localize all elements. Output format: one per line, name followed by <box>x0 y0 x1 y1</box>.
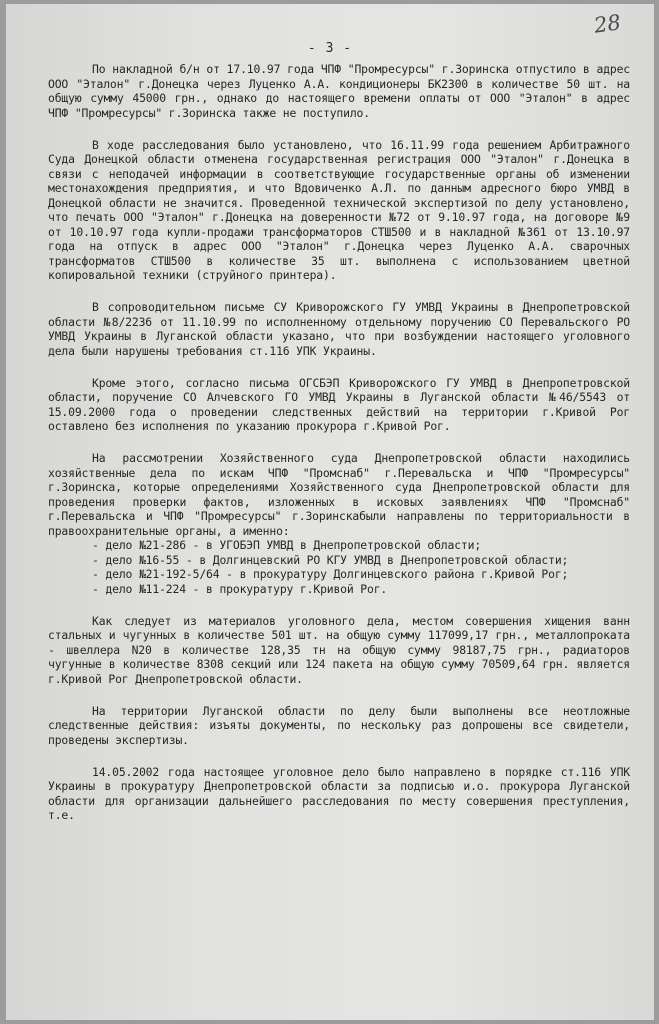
case-list <box>48 538 630 596</box>
document-page <box>6 4 654 1020</box>
paragraph: По накладной б/н от 17.10.97 года ЧПФ "Промресурсы" г.Зоринска отпустило в адрес ООО "Эталон" г.Донецка через Луценко А.А. кондиционеры БК2300 в количестве 50 шт. на общую сумму 45000 грн., однако до настоящего времени оплаты от ООО "Эталон" в адрес ЧПФ "Промресурсы" г.Зоринска также не поступило. <box>48 62 630 120</box>
paragraph: На территории Луганской области по делу были выполнены все неотложные следственные действия: изъяты документы, по нескольку раз допрошены все свидетели, проведены экспертизы. <box>48 703 630 747</box>
paragraph: На рассмотрении Хозяйственного суда Днепропетровской области находились хозяйственные дела по искам ЧПФ "Промснаб" г.Перевальска и ЧПФ "Промресурсы" г.Зоринска, которые определениями Хозяйственного суда Днепропетровской области для проведения проверки фактов, изложенных в исковых заявлениях ЧПФ "Промснаб" г.Перевальска и ЧПФ "Промресурсы" г.Зоринскабыли направлены по территориальности в правоохранительные органы, а именно: <box>48 451 630 538</box>
list-item: - дело №11-224 - в прокуратуру г.Кривой Рог. <box>92 581 388 596</box>
list-item: - дело №16-55 - в Долгинцевский РО КГУ УМВД в Днепропетровской области; <box>92 552 569 567</box>
paragraph: Кроме этого, согласно письма ОГСБЭП Криворожского ГУ УМВД в Днепропетровской области, поручение СО Алчевского ГО УМВД Украины в Луганской области №46/5543 от 15.09.2000 года о проведении следственных действий на территории г.Кривой Рог оставлено без исполнения по указанию прокурора г.Кривой Рог. <box>48 375 630 433</box>
list-item: - дело №21-192-5/64 - в прокуратуру Долгинцевского района г.Кривой Рог; <box>92 567 569 581</box>
paragraph: Как следует из материалов уголовного дела, местом совершения хищения ванн стальных и чугунных в количестве 501 шт. на общую сумму 117099,17 грн., металлопроката - швеллера N20 в количестве 128,35 тн на общую сумму 98187,75 грн., радиаторов чугунные в количестве 8308 секций или 124 пакета на общую сумму 70509,64 грн. является г.Кривой Рог Днепропетровской области. <box>48 613 630 686</box>
page-number: - 3 - <box>307 41 353 56</box>
list-item: - дело №21-286 - в УГОБЭП УМВД в Днепропетровской области; <box>92 538 482 552</box>
document-body <box>48 62 630 840</box>
paragraph: В ходе расследования было установлено, что 16.11.99 года решением Арбитражного Суда Донецкой области отменена государственная регистрация ООО "Эталон" г.Донецка в связи с неподачей информации в соответствующие государственные органы об изменении местонахождения предприятия, и что Вдовиченко А.Л. по данным адресного бюро УМВД в Донецкой области не значится. Проведенной технической экспертизой по делу установлено, что печать ООО "Эталон" г.Донецка на доверенности №72 от 9.10.97 года, на договоре №9 от 10.10.97 года купли-продажи трансформаторов СТШ500 и в накладной №361 от 13.10.97 года на отпуск в адрес ООО "Эталон" г.Донецка через Луценко А.А. сварочных трансформатов СТШ500 в количестве 35 шт. выполнена с использованием цветной копировальной техники (струйного принтера). <box>48 137 630 282</box>
paragraph: В сопроводительном письме СУ Криворожского ГУ УМВД Украины в Днепропетровской области №8/2236 от 11.10.99 по исполненному отдельному поручению СО Перевальского РО УМВД Украины в Луганской области указано, что при возбуждении настоящего уголовного дела были нарушены требования ст.116 УПК Украины. <box>48 300 630 358</box>
handwritten-page-number: 28 <box>592 10 623 38</box>
paragraph: 14.05.2002 года настоящее уголовное дело было направлено в порядке ст.116 УПК Украины в прокуратуру Днепропетровской области за подписью и.о. прокурора Луганской области для организации дальнейшего расследования по месту совершения преступления, т.е. <box>48 764 630 822</box>
